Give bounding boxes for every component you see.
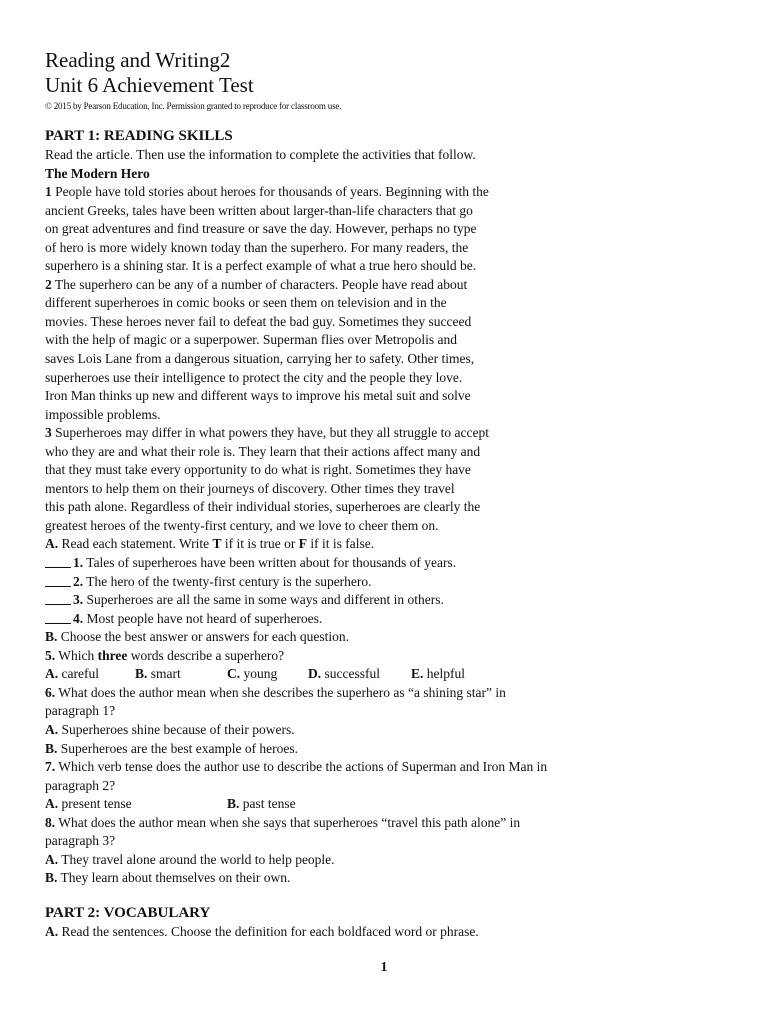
instruction-text: Read each statement. Write <box>61 536 210 552</box>
instruction-text: if it is false. <box>310 536 375 552</box>
page-number: 1 <box>380 960 388 975</box>
item-text: Superheroes are all the same in some ways and different in others. <box>86 592 444 608</box>
answer-option[interactable]: E. helpful <box>411 666 466 682</box>
question-8 <box>45 814 735 833</box>
section-letter: A. <box>45 923 59 939</box>
part2-heading: PART 2: VOCABULARY <box>45 904 211 921</box>
article-line: superhero is a shining star. It is a perfect example of what a true hero should be. <box>45 258 477 274</box>
item-number: 4. <box>73 610 84 626</box>
answer-option[interactable]: B. Superheroes are the best example of heroes. <box>45 740 299 756</box>
question-text: paragraph 1? <box>45 703 116 719</box>
instruction-text: Choose the best answer or answers for each question. <box>60 629 350 645</box>
article-line: greatest heroes of the twenty-first century, and we love to cheer them on. <box>45 517 439 533</box>
paragraph-number: 1 <box>45 184 52 200</box>
article-line: that they must take every opportunity to do what is right. Sometimes they have <box>45 462 471 478</box>
part1-heading: PART 1: READING SKILLS <box>45 128 233 144</box>
article-line: different superheroes in comic books or seen them on television and in the <box>45 295 447 311</box>
paragraph-number: 2 <box>45 276 52 292</box>
section-b-instructions <box>45 628 735 647</box>
document-title-line2: Unit 6 Achievement Test <box>45 73 254 97</box>
article-line: this path alone. Regardless of their individual stories, superheroes are clearly the <box>45 499 481 515</box>
answer-option[interactable]: A. careful <box>45 666 99 682</box>
article-paragraph-1 <box>45 183 735 276</box>
item-text: Tales of superheroes have been written about for thousands of years. <box>86 555 457 571</box>
test-page <box>45 48 735 941</box>
article-line: People have told stories about heroes for thousands of years. Beginning with the <box>55 184 489 200</box>
instruction-text: Read the sentences. Choose the definition for each boldfaced word or phrase. <box>61 923 479 939</box>
document-title-line1: Reading and Writing2 <box>45 48 231 72</box>
article-line: Iron Man thinks up new and different ways to improve his metal suit and solve <box>45 388 471 404</box>
answer-blank[interactable] <box>45 611 71 624</box>
article-line: with the help of magic or a superpower. Superman flies over Metropolis and <box>45 332 458 348</box>
answer-blank[interactable] <box>45 592 71 605</box>
question-text: paragraph 2? <box>45 777 116 793</box>
false-marker: F <box>298 536 308 552</box>
question-7 <box>45 758 735 777</box>
question-text: What does the author mean when she describes the superhero as “a shining star” in <box>58 684 506 700</box>
article-line: saves Lois Lane from a dangerous situation, carrying her to safety. Other times, <box>45 351 475 367</box>
question-6 <box>45 684 735 703</box>
tf-item-1 <box>45 554 735 573</box>
part2-section-a-instructions <box>45 923 735 942</box>
article-line: superheroes use their intelligence to protect the city and the people they love. <box>45 369 463 385</box>
item-text: The hero of the twenty-first century is the superhero. <box>86 573 372 589</box>
question-text: Which verb tense does the author use to describe the actions of Superman and Iron Man in <box>58 759 548 775</box>
item-number: 3. <box>73 592 84 608</box>
copyright-notice: © 2015 by Pearson Education, Inc. Permission granted to reproduce for classroom use. <box>45 101 342 111</box>
item-number: 2. <box>73 573 84 589</box>
question-7-options <box>45 795 735 814</box>
question-number: 8. <box>45 814 56 830</box>
question-number: 7. <box>45 759 56 775</box>
item-number: 1. <box>73 555 84 571</box>
tf-item-4 <box>45 610 735 629</box>
paragraph-number: 3 <box>45 425 52 441</box>
question-5-options <box>45 665 735 684</box>
article-line: mentors to help them on their journeys of discovery. Other times they travel <box>45 480 455 496</box>
article-line: who they are and what their role is. They learn that their actions affect many and <box>45 443 481 459</box>
section-letter: B. <box>45 629 58 645</box>
answer-option[interactable]: B. They learn about themselves on their own. <box>45 870 291 886</box>
question-text: What does the author mean when she says that superheroes “travel this path alone” in <box>58 814 521 830</box>
answer-option[interactable]: B. smart <box>135 666 181 682</box>
question-number: 5. <box>45 647 56 663</box>
instruction-text: if it is true or <box>224 536 296 552</box>
answer-option[interactable]: D. successful <box>308 666 380 682</box>
answer-option[interactable]: A. Superheroes shine because of their powers. <box>45 721 295 737</box>
article-line: ancient Greeks, tales have been written about larger-than-life characters that go <box>45 202 473 218</box>
question-text: Which <box>58 647 95 663</box>
question-text: words describe a superhero? <box>130 647 285 663</box>
answer-blank[interactable] <box>45 574 71 587</box>
article-line: movies. These heroes never fail to defeat the bad guy. Sometimes they succeed <box>45 313 472 329</box>
question-text: paragraph 3? <box>45 833 116 849</box>
section-letter: A. <box>45 536 59 552</box>
article-paragraph-3 <box>45 424 735 535</box>
article-line: The superhero can be any of a number of characters. People have read about <box>54 276 468 292</box>
answer-option[interactable]: A. present tense <box>45 796 132 812</box>
article-line: impossible problems. <box>45 406 161 422</box>
article-line: Superheroes may differ in what powers they have, but they all struggle to accept <box>55 425 489 441</box>
part1-instructions: Read the article. Then use the information to complete the activities that follow. <box>45 147 476 162</box>
answer-option[interactable]: C. young <box>227 666 278 682</box>
section-a-instructions <box>45 535 735 554</box>
article-title: The Modern Hero <box>45 165 150 181</box>
answer-option[interactable]: B. past tense <box>227 796 296 812</box>
tf-item-2 <box>45 573 735 592</box>
question-number: 6. <box>45 684 56 700</box>
tf-item-3 <box>45 591 735 610</box>
article-line: of hero is more widely known today than the superhero. For many readers, the <box>45 239 469 255</box>
answer-option[interactable]: A. They travel alone around the world to help people. <box>45 851 335 867</box>
true-marker: T <box>212 536 222 552</box>
question-emphasis: three <box>97 647 128 663</box>
question-5 <box>45 647 735 666</box>
article-paragraph-2 <box>45 276 735 424</box>
item-text: Most people have not heard of superheroes. <box>86 610 323 626</box>
article-line: on great adventures and find treasure or save the day. However, perhaps no type <box>45 221 477 237</box>
answer-blank[interactable] <box>45 555 71 568</box>
